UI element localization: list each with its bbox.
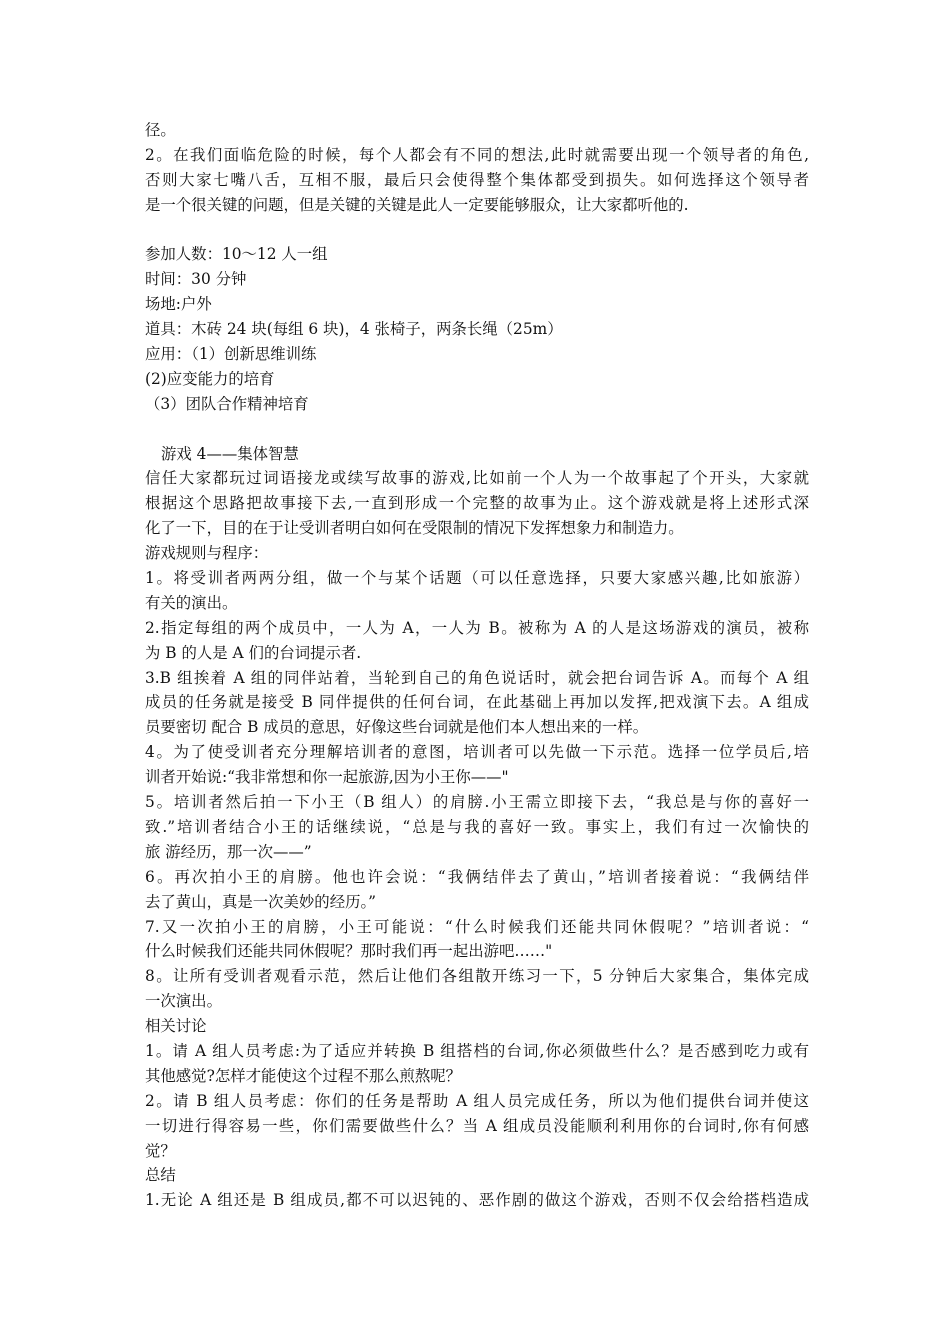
rule-line: 2.指定每组的两个成员中，一人为 A，一人为 B。被称为 A 的人是这场游戏的演员，被称	[145, 618, 809, 637]
summary-line: 1.无论 A 组还是 B 组成员,都不可以迟钝的、恶作剧的做这个游戏，否则不仅会给搭档造成	[145, 1191, 809, 1210]
discussion-line: 一切进行得容易一些，你们需要做些什么？当 A 组成员没能顺利利用你的台词时,你有何感	[145, 1116, 809, 1135]
spacer	[145, 218, 809, 243]
game4-title: 游戏 4——集体智慧	[161, 444, 299, 463]
intro-point2-line: 否则大家七嘴八舌，互相不服，最后只会使得整个集体都受到损失。如何选择这个领导者	[145, 170, 809, 189]
spacer	[145, 417, 809, 442]
rule-line: 员要密切 配合 B 成员的意思，好像这些台词就是他们本人想出来的一样。	[145, 718, 649, 737]
rule-line: 7.又一次拍小王的肩膀，小王可能说：“什么时候我们还能共同休假呢？”培训者说：“	[145, 917, 809, 936]
intro-point2-line: 是一个很关键的问题，但是关键的关键是此人一定要能够服众，让大家都听他的.	[145, 195, 689, 214]
rule-line: 3.B 组挨着 A 组的同伴站着，当轮到自己的角色说话时，就会把台词告诉 A。而每个 A 组	[145, 668, 809, 687]
rule-line: 为 B 的人是 A 们的台词提示者.	[145, 643, 362, 662]
info-props: 道具：木砖 24 块(每组 6 块)，4 张椅子，两条长绳（25m）	[145, 320, 563, 339]
info-venue: 场地:户外	[145, 295, 212, 314]
discussion-heading: 相关讨论	[145, 1017, 207, 1036]
document-page	[145, 118, 809, 1213]
rule-line: 致.”培训者结合小王的话继续说，“总是与我的喜好一致。事实上，我们有过一次愉快的	[145, 817, 809, 836]
discussion-line: 觉？	[145, 1141, 176, 1160]
rule-line: 5。培训者然后拍一下小王（B 组人）的肩膀.小王需立即接下去，“我总是与你的喜好一	[145, 793, 809, 812]
game4-intro-line: 化了一下，目的在于让受训者明白如何在受限制的情况下发挥想象力和制造力。	[145, 519, 684, 538]
discussion-line: 其他感觉?怎样才能使这个过程不那么煎熬呢？	[145, 1066, 462, 1085]
info-application: 应用：（1）创新思维训练	[145, 345, 317, 364]
info-time: 时间：30 分钟	[145, 270, 247, 289]
rule-line: 一次演出。	[145, 992, 222, 1011]
summary-heading: 总结	[145, 1166, 176, 1185]
discussion-line: 2。请 B 组人员考虑：你们的任务是帮助 A 组人员完成任务，所以为他们提供台词并使这	[145, 1091, 809, 1110]
rule-line: 8。让所有受训者观看示范，然后让他们各组散开练习一下，5 分钟后大家集合，集体完成	[145, 967, 809, 986]
rule-line: 旅 游经历，那一次——”	[145, 842, 312, 861]
rules-heading: 游戏规则与程序：	[145, 544, 269, 563]
rule-line: 有关的演出。	[145, 593, 238, 612]
rule-line: 4。为了使受训者充分理解培训者的意图，培训者可以先做一下示范。选择一位学员后,培	[145, 743, 809, 762]
rule-line: 6。再次拍小王的肩膀。他也许会说：“我俩结伴去了黄山，”培训者接着说：“我俩结伴	[145, 867, 809, 886]
game4-intro-line: 根据这个思路把故事接下去,一直到形成一个完整的故事为止。这个游戏就是将上述形式深	[145, 494, 809, 513]
intro-point2-line: 2。在我们面临危险的时候，每个人都会有不同的想法,此时就需要出现一个领导者的角色,	[145, 145, 809, 164]
intro-tail: 径。	[145, 121, 176, 139]
info-application-2: (2)应变能力的培育	[145, 369, 275, 388]
info-participants: 参加人数：10～12 人一组	[145, 245, 328, 264]
rule-line: 成员的任务就是接受 B 同伴提供的任何台词，在此基础上再加以发挥,把戏演下去。A 组成	[145, 693, 809, 712]
discussion-line: 1。请 A 组人员考虑:为了适应并转换 B 组搭档的台词,你必须做些什么？是否感到吃力或有	[145, 1041, 809, 1060]
rule-line: 训者开始说:“我非常想和你一起旅游,因为小王你——"	[145, 768, 509, 787]
rule-line: 去了黄山，真是一次美妙的经历。”	[145, 892, 377, 911]
rule-line: 什么时候我们还能共同休假呢？那时我们再一起出游吧……"	[145, 942, 553, 961]
info-application-3: （3）团队合作精神培育	[145, 394, 309, 413]
game4-intro-line: 信任大家都玩过词语接龙或续写故事的游戏,比如前一个人为一个故事起了个开头，大家就	[145, 469, 809, 488]
rule-line: 1。将受训者两两分组，做一个与某个话题（可以任意选择，只要大家感兴趣,比如旅游）	[145, 569, 809, 588]
